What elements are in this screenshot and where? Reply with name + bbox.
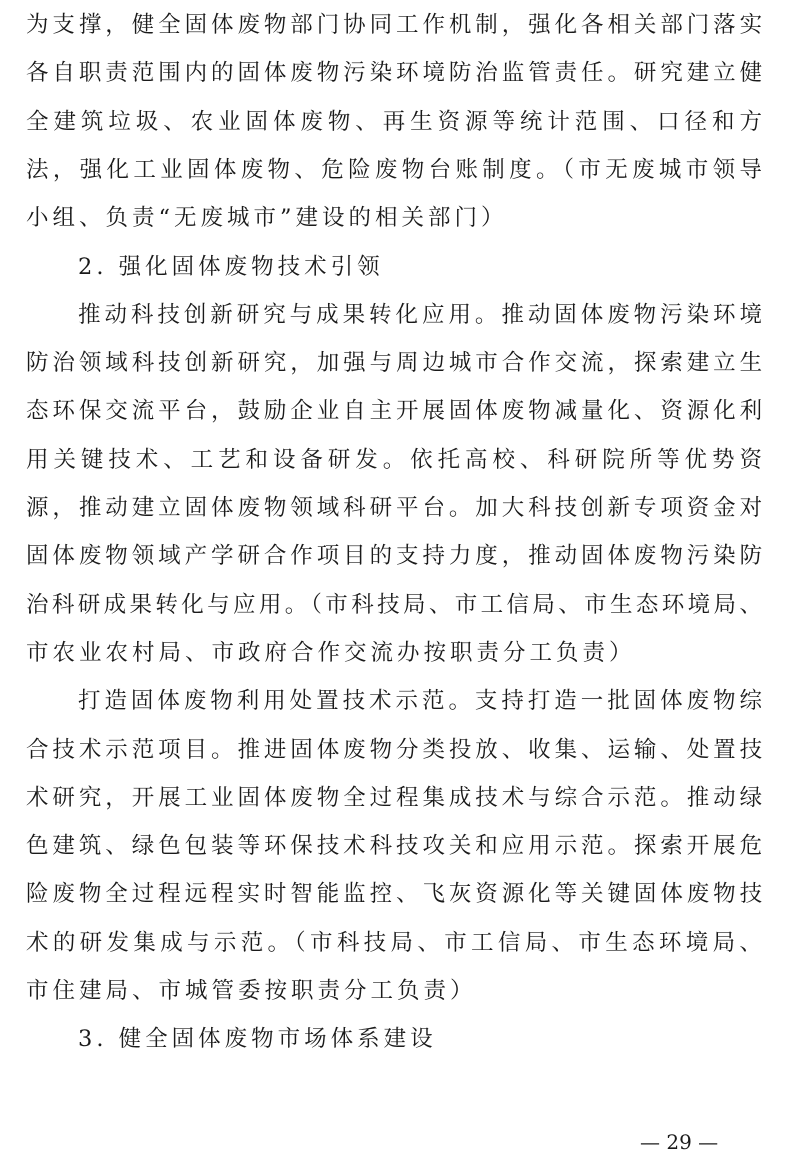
text-line <box>0 824 786 868</box>
line-text: 用关键技术、工艺和设备研发。依托高校、科研院所等优势资 <box>26 446 767 473</box>
line-text: 市农业农村局、市政府合作交流办按职责分工负责） <box>26 639 636 666</box>
line-text: 术研究，开展工业固体废物全过程集成技术与综合示范。推动绿 <box>26 784 767 811</box>
text-line <box>0 486 786 530</box>
line-text: 态环保交流平台，鼓励企业自主开展固体废物减量化、资源化利 <box>26 398 767 425</box>
line-text: 小组、负责“无废城市”建设的相关部门） <box>26 205 508 232</box>
text-line <box>0 51 786 95</box>
line-text: 为支撑，健全固体废物部门协同工作机制，强化各相关部门落实 <box>26 12 767 38</box>
text-line <box>0 776 786 820</box>
paragraph-first-line <box>0 679 786 723</box>
text-line <box>0 389 786 433</box>
text-line <box>0 3 786 47</box>
line-text: 全建筑垃圾、农业固体废物、再生资源等统计范围、口径和方 <box>26 108 767 135</box>
line-text: 2. 强化固体废物技术引领 <box>78 253 384 280</box>
line-text: 合技术示范项目。推进固体废物分类投放、收集、运输、处置技 <box>26 736 767 763</box>
line-text: 色建筑、绿色包装等环保技术科技攻关和应用示范。探索开展危 <box>26 833 767 860</box>
page-number: — 29 — <box>640 1130 719 1154</box>
line-text: 打造固体废物利用处置技术示范。支持打造一批固体废物综 <box>78 688 766 715</box>
line-text: 法，强化工业固体废物、危险废物台账制度。（市无废城市领导 <box>26 156 767 183</box>
text-line <box>0 438 786 482</box>
text-line <box>0 921 786 965</box>
line-text: 术的研发集成与示范。（市科技局、市工信局、市生态环境局、 <box>26 929 767 956</box>
line-text: 源，推动建立固体废物领域科研平台。加大科技创新专项资金对 <box>26 495 767 521</box>
text-line <box>0 969 786 1013</box>
text-line <box>0 872 786 916</box>
text-line <box>0 148 786 192</box>
text-line <box>0 341 786 385</box>
text-line <box>0 728 786 772</box>
line-text: 3. 健全固体废物市场体系建设 <box>78 1026 437 1053</box>
line-text: 固体废物领域产学研合作项目的支持力度，推动固体废物污染防 <box>26 543 767 570</box>
text-line <box>0 534 786 578</box>
line-text: 治科研成果转化与应用。（市科技局、市工信局、市生态环境局、 <box>26 591 766 618</box>
line-text: 险废物全过程远程实时智能监控、飞灰资源化等关键固体废物技 <box>26 881 767 908</box>
line-text: 防治领域科技创新研究，加强与周边城市合作交流，探索建立生 <box>26 350 767 377</box>
line-text: 推动科技创新研究与成果转化应用。推动固体废物污染环境 <box>78 301 766 328</box>
text-line <box>0 100 786 144</box>
text-line <box>0 583 786 627</box>
line-text: 各自职责范围内的固体废物污染环境防治监管责任。研究建立健 <box>26 60 767 87</box>
text-line <box>0 196 786 240</box>
paragraph-first-line <box>0 293 786 337</box>
paragraph-first-line <box>0 245 786 289</box>
text-line <box>0 631 786 675</box>
line-text: 市住建局、市城管委按职责分工负责） <box>26 978 477 1004</box>
paragraph-first-line <box>0 1017 786 1061</box>
